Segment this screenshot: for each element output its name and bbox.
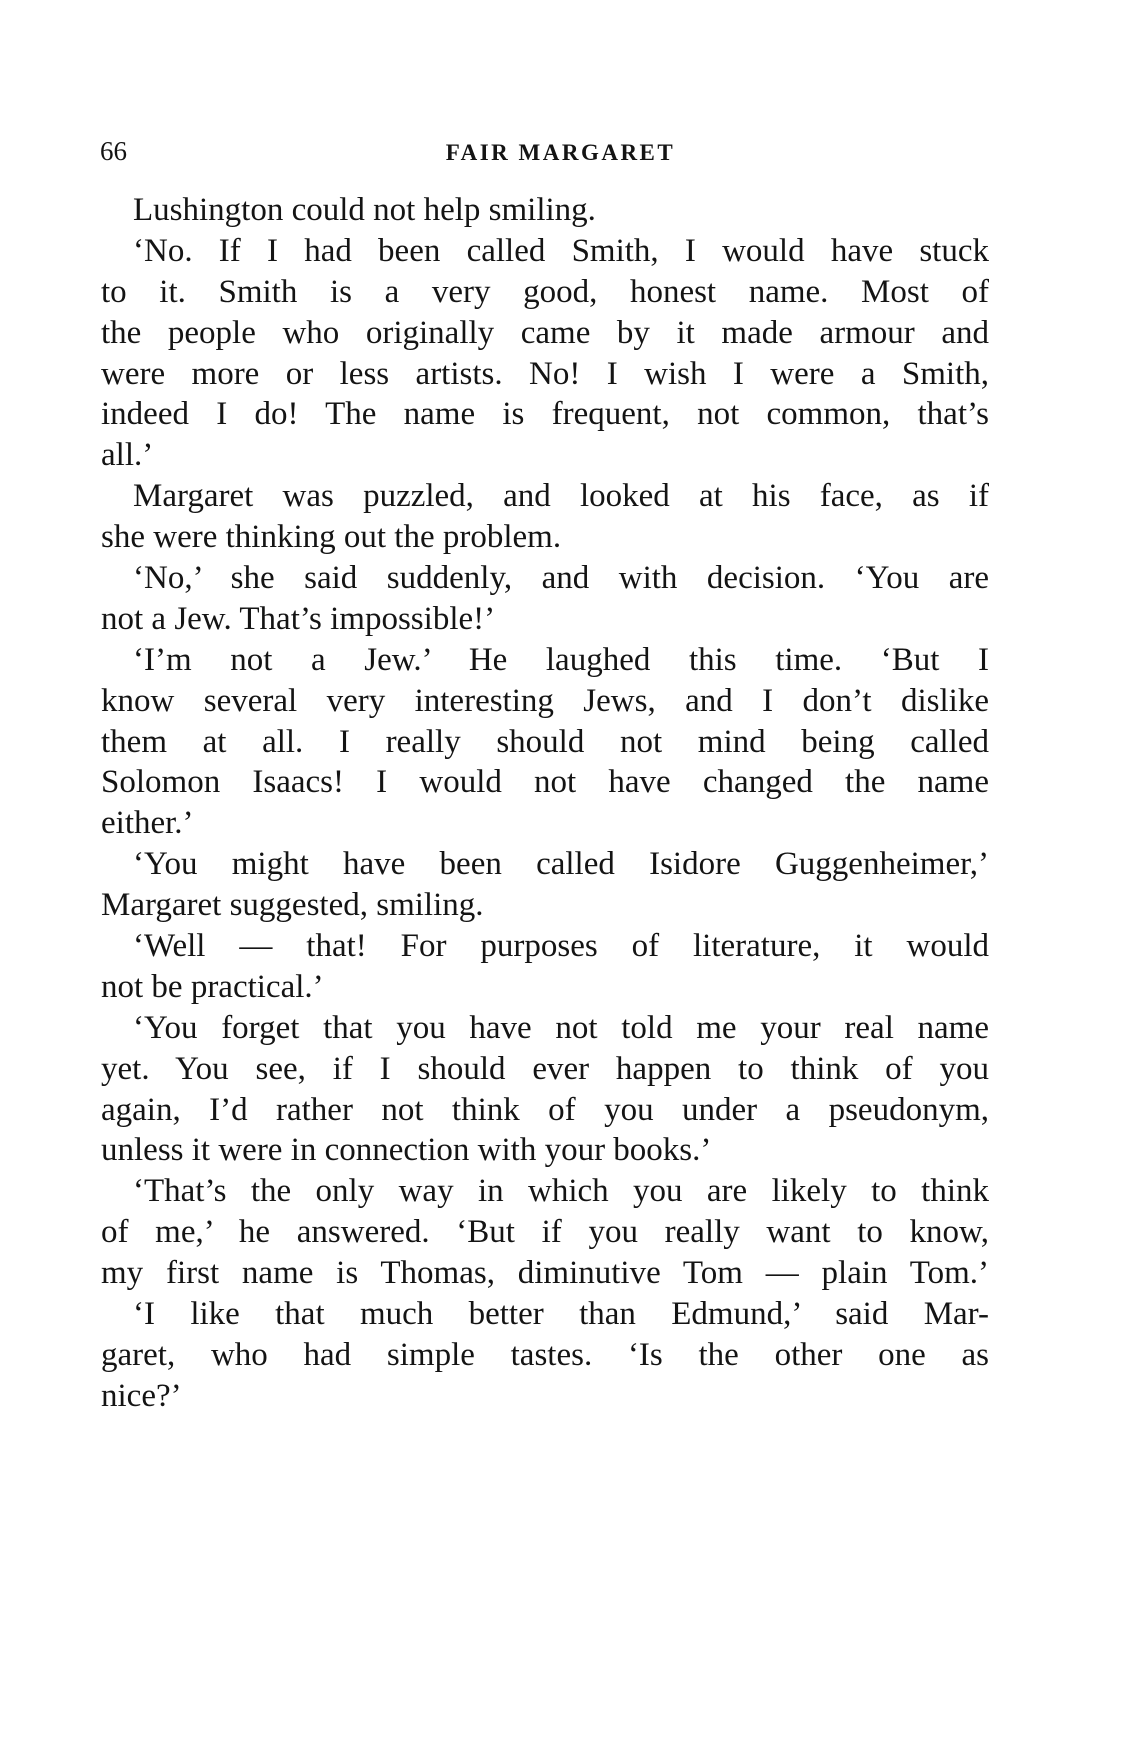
text-line: all.’ [101,437,154,474]
text-line: ‘You might have been called Isidore Guggenheimer,’ [133,846,989,883]
text-line: yet. You see, if I should ever happen to think of you [101,1050,989,1087]
text-line: garet, who had simple tastes. ‘Is the other one as [101,1336,989,1373]
text-line: indeed I do! The name is frequent, not common, that’s [101,396,989,433]
running-title: FAIR MARGARET [445,140,676,165]
text-line: ‘Well — that! For purposes of literature, it would [133,928,989,965]
text-line: not be practical.’ [101,968,324,1005]
text-line: she were thinking out the problem. [101,519,562,556]
text-line: ‘You forget that you have not told me your real name [133,1009,989,1046]
text-line: Margaret suggested, smiling. [101,887,484,924]
text-line: unless it were in connection with your books.’ [101,1132,712,1169]
text-line: Solomon Isaacs! I would not have changed the name [101,764,989,801]
text-line: Margaret was puzzled, and looked at his face, as if [133,478,989,515]
text-line: know several very interesting Jews, and I don’t dislike [101,682,989,719]
text-line: ‘I’m not a Jew.’ He laughed this time. ‘But I [133,641,989,678]
text-line: were more or less artists. No! I wish I were a Smith, [101,355,989,392]
text-line: ‘I like that much better than Edmund,’ said Mar- [133,1296,989,1333]
text-line: ‘No. If I had been called Smith, I would have stuck [133,232,989,269]
page-number: 66 [100,136,127,166]
text-line: either.’ [101,805,194,842]
text-line: to it. Smith is a very good, honest name. Most of [101,273,989,310]
text-line: them at all. I really should not mind being called [101,723,989,760]
text-line: again, I’d rather not think of you under a pseudonym, [101,1091,989,1128]
text-line: my first name is Thomas, diminutive Tom — plain Tom.’ [101,1255,989,1292]
text-line: ‘That’s the only way in which you are likely to think [133,1173,989,1210]
body-text [101,190,989,1417]
text-line: not a Jew. That’s impossible!’ [101,600,496,637]
text-line: Lushington could not help smiling. [133,192,596,228]
text-line: of me,’ he answered. ‘But if you really want to know, [101,1214,989,1251]
text-line: nice?’ [101,1377,182,1414]
text-line: the people who originally came by it made armour and [101,314,989,351]
text-line: ‘No,’ she said suddenly, and with decision. ‘You are [133,560,989,597]
